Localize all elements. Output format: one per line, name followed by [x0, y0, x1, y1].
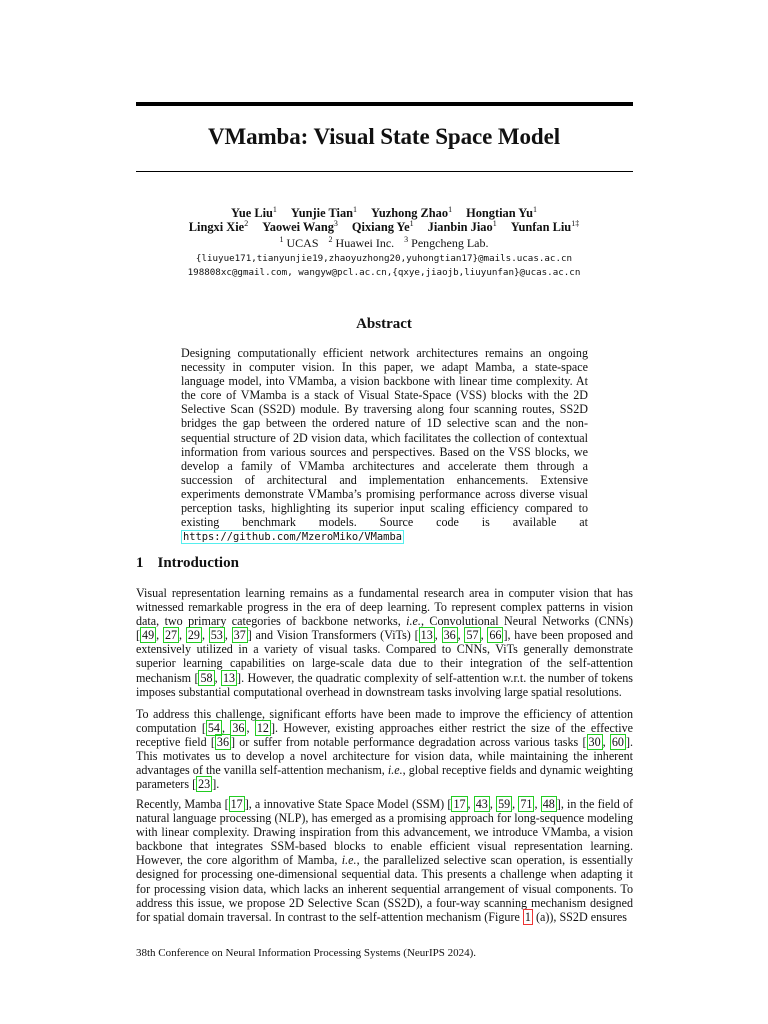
- figure-ref-link[interactable]: 1: [524, 909, 531, 924]
- author-affil-mark: 2: [244, 219, 249, 228]
- email-line-1: {liuyue171,tianyunjie19,zhaoyuzhong20,yuhongtian17}@mails.ucas.ac.cn: [195, 253, 573, 264]
- paragraph-1: Visual representation learning remains as a fundamental research area in computer vision that has witnessed remarkable progress in the era of deep learning. To represent complex patterns in vision data, two primary categories of backbone networks, i.e., Convolutional Neural Networks (CNNs) [ 49 , 27 , 29 , 53 , 37 ] and Vision Transformers (ViTs) [ 13 , 36 , 57 , 66 ], have been proposed and extensively utilized in a variety of visual tasks. Compared to CNNs, ViTs generally demonstrate superior learning capabilities on large-scale data due to their integration of the self-attention mechanism [ 58 , 13 ]. However, the quadratic complexity of self-attention w.r.t. the number of tokens imposes substantial computational overhead in downstream tasks involving large spatial resolutions.: [136, 586, 634, 699]
- paragraph-2: To address this challenge, significant efforts have been made to improve the efficiency of attention computation [ 54 , 36 , 12 ]. However, existing approaches either restrict the size of the effective receptive field [ 36 ] or suffer from notable performance degradation across various tasks [ 30 , 60 ]. This motivates us to develop a novel architecture for vision data, while maintaining the inherent advantages of the vanilla self-attention mechanism, i.e., global receptive fields and dynamic weighting parameters [ 23 ].: [136, 707, 633, 792]
- author-affil-mark: 1: [492, 219, 497, 228]
- author-name: Yunjie Tian$^1$: [290, 205, 358, 220]
- abstract-body: [181, 346, 588, 544]
- italic-text: i.e.: [341, 853, 357, 868]
- author-name: Yue Liu$^1$: [231, 205, 277, 220]
- author-name: Jianbin Jiao$^1$: [427, 219, 497, 234]
- affiliation: $^2$ Huawei Inc.: [328, 235, 395, 250]
- author-name: Yuzhong Zhao$^1$: [371, 205, 453, 220]
- citation-link[interactable]: 27: [164, 628, 178, 643]
- citation-link[interactable]: 36: [232, 721, 245, 736]
- affiliation: $^3$ Pengcheng Lab.: [404, 235, 489, 250]
- citation-link[interactable]: 54: [207, 721, 220, 736]
- paragraph-3: Recently, Mamba [ 17 ], a innovative State Space Model (SSM) [ 17 , 43 , 59 , 71 , 48 ], in the field of natural language processing (NLP), has emerged as a promising approach for long-sequence modeling with linear complexity. Drawing inspiration from this advancement, we introduce VMamba, a vision backbone that integrates SSM-based blocks to enable efficient visual representation learning. However, the core algorithm of Mamba, i.e., the parallelized selective scan operation, is essentially designed for processing one-dimensional sequential data. This presents a challenge when adapting it for processing vision data, which lacks an inherent sequential arrangement of visual components. To address this issue, we propose 2D Selective Scan (SS2D), a four-way scanning mechanism designed for spatial domain traversal. In contrast to the self-attention mechanism (Figure 1 (a)), SS2D ensures: [136, 797, 634, 924]
- author-row-1: [0, 206, 768, 221]
- author-name: Yaowei Wang$^3$: [262, 219, 338, 234]
- citation-link[interactable]: 57: [466, 628, 479, 643]
- author-name: Qixiang Ye$^1$: [351, 219, 414, 234]
- citation-link[interactable]: 37: [233, 628, 246, 643]
- top-rule: [136, 102, 633, 106]
- citation-link[interactable]: 60: [611, 735, 624, 750]
- section-title: Introduction: [157, 555, 239, 571]
- citation-link[interactable]: 17: [453, 797, 466, 811]
- citation-link[interactable]: 59: [498, 797, 511, 811]
- abstract-heading: Abstract: [356, 316, 412, 332]
- citation-link[interactable]: 12: [256, 721, 269, 736]
- author-row-2: [0, 220, 768, 235]
- affiliation: $^1$ UCAS: [279, 235, 319, 250]
- author-affil-mark: 1: [353, 205, 358, 214]
- citation-link[interactable]: 49: [142, 628, 155, 643]
- author-affil-mark: 3: [333, 219, 338, 228]
- citation-link[interactable]: 36: [216, 735, 230, 750]
- citation-link[interactable]: 23: [198, 777, 211, 792]
- citation-link[interactable]: 53: [210, 628, 223, 643]
- affiliations: [0, 236, 768, 251]
- citation-link[interactable]: 13: [222, 670, 236, 685]
- abstract-text: Designing computationally efficient network architectures remains an ongoing necessity in computer vision. In this paper, we adapt Mamba, a state-space language model, into VMamba, a vision backbone with linear time complexity. At the core of VMamba is a stack of Visual State-Space (VSS) blocks with the 2D Selective Scan (SS2D) module. By traversing along four scanning routes, SS2D bridges the gap between the ordered nature of 1D selective scan and the non-sequential structure of 2D vision data, which facilitates the collection of contextual information from various sources and perspectives. Based on the VSS blocks, we develop a family of VMamba architectures and accelerate them through a succession of architectural and implementation enhancements. Extensive experiments demonstrate VMamba’s promising performance across diverse visual perception tasks, highlighting its superior input scaling efficiency compared to existing benchmark models. Source code is available at: [181, 346, 588, 530]
- title-rule: [136, 171, 633, 172]
- author-name: Yunfan Liu$^{1\ddagger}$: [510, 219, 580, 234]
- citation-link[interactable]: 58: [200, 670, 213, 685]
- affil-mark: 1: [279, 235, 284, 244]
- citation-link[interactable]: 48: [542, 797, 555, 811]
- italic-text: i.e.: [387, 763, 403, 778]
- section-heading: [136, 555, 239, 572]
- citation-link[interactable]: 17: [230, 797, 243, 811]
- author-affil-mark: 1: [272, 205, 277, 214]
- author-name: Hongtian Yu$^1$: [466, 205, 537, 220]
- conference-footer: 38th Conference on Neural Information Processing Systems (NeurIPS 2024).: [136, 947, 477, 959]
- affil-mark: 3: [404, 235, 409, 244]
- author-affil-mark: 1: [532, 205, 537, 214]
- italic-text: i.e.: [406, 614, 421, 629]
- citation-link[interactable]: 30: [588, 735, 601, 750]
- citation-link[interactable]: 66: [489, 628, 502, 643]
- paper-title: VMamba: Visual State Space Model: [207, 124, 560, 149]
- code-link[interactable]: https://github.com/MzeroMiko/VMamba: [183, 531, 402, 544]
- author-affil-mark: 1: [448, 205, 453, 214]
- citation-link[interactable]: 29: [187, 628, 200, 643]
- citation-link[interactable]: 36: [443, 628, 456, 643]
- author-affil-mark: 1: [409, 219, 414, 228]
- citation-link[interactable]: 13: [420, 628, 433, 643]
- email-line-2: 198808xc@gmail.com, wangyw@pcl.ac.cn,{qxye,jiaojb,liuyunfan}@ucas.ac.cn: [187, 267, 581, 278]
- author-name: Lingxi Xie$^2$: [188, 219, 249, 234]
- author-affil-mark: 1‡: [571, 219, 580, 228]
- affil-mark: 2: [328, 235, 333, 244]
- citation-link[interactable]: 71: [520, 797, 533, 811]
- citation-link[interactable]: 43: [475, 797, 488, 811]
- section-number: 1: [136, 555, 144, 571]
